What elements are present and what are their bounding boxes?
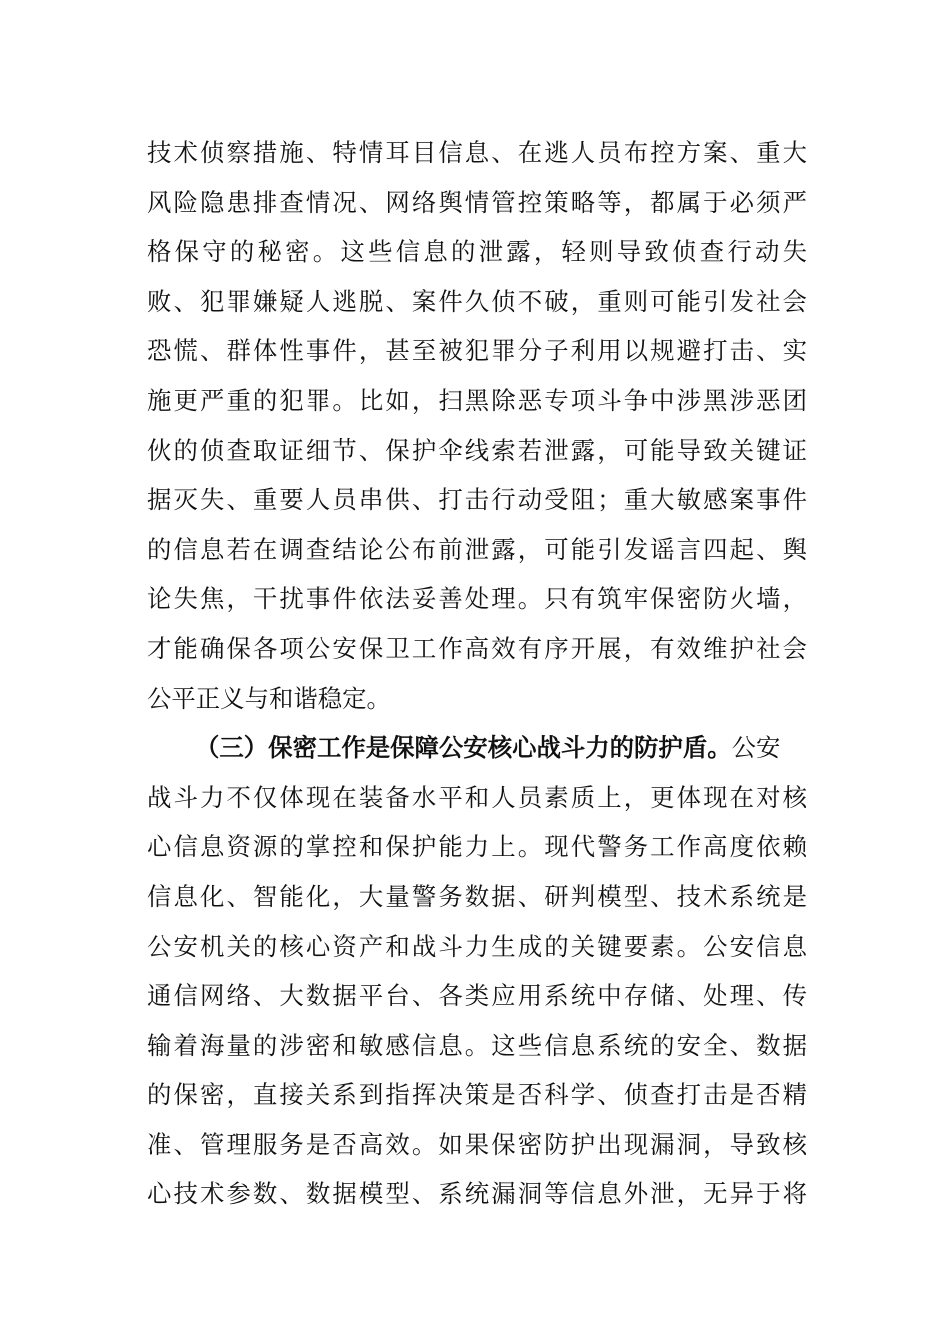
text-line: 风险隐患排查情况、网络舆情管控策略等，都属于必须严 xyxy=(147,187,807,217)
text-line: 战斗力不仅体现在装备水平和人员素质上，更体现在对核 xyxy=(147,782,807,812)
text-line: 公安机关的核心资产和战斗力生成的关键要素。公安信息 xyxy=(147,931,807,961)
text-line: 败、犯罪嫌疑人逃脱、案件久侦不破，重则可能引发社会 xyxy=(147,286,807,316)
section-heading-continuation: 公安 xyxy=(731,733,781,763)
text-line: 伙的侦查取证细节、保护伞线索若泄露，可能导致关键证 xyxy=(147,435,807,465)
text-line: 准、管理服务是否高效。如果保密防护出现漏洞，导致核 xyxy=(147,1129,807,1159)
document-body xyxy=(147,128,807,1219)
text-line: 据灭失、重要人员串供、打击行动受阻；重大敏感案事件 xyxy=(147,485,807,515)
text-line: 才能确保各项公安保卫工作高效有序开展，有效维护社会 xyxy=(147,633,807,663)
text-line: 的保密，直接关系到指挥决策是否科学、侦查打击是否精 xyxy=(147,1080,807,1110)
text-line: 格保守的秘密。这些信息的泄露，轻则导致侦查行动失 xyxy=(147,237,807,267)
section-heading: （三）保密工作是保障公安核心战斗力的防护盾。 xyxy=(195,733,732,763)
continued-paragraph xyxy=(147,128,807,723)
section-three-paragraph xyxy=(147,723,807,1219)
text-line: 通信网络、大数据平台、各类应用系统中存储、处理、传 xyxy=(147,981,807,1011)
text-line: 技术侦察措施、特情耳目信息、在逃人员布控方案、重大 xyxy=(147,138,807,167)
text-line: 恐慌、群体性事件，甚至被犯罪分子利用以规避打击、实 xyxy=(147,336,807,366)
text-line: 施更严重的犯罪。比如，扫黑除恶专项斗争中涉黑涉恶团 xyxy=(147,385,807,415)
text-line: 公平正义与和谐稳定。 xyxy=(147,683,391,713)
text-line: 输着海量的涉密和敏感信息。这些信息系统的安全、数据 xyxy=(147,1030,807,1060)
text-line: 心技术参数、数据模型、系统漏洞等信息外泄，无异于将 xyxy=(147,1179,807,1209)
section-heading-line xyxy=(147,723,807,773)
text-line: 论失焦，干扰事件依法妥善处理。只有筑牢保密防火墙， xyxy=(147,584,807,614)
text-line: 心信息资源的掌控和保护能力上。现代警务工作高度依赖 xyxy=(147,832,807,862)
text-line: 信息化、智能化，大量警务数据、研判模型、技术系统是 xyxy=(147,881,807,911)
text-line: 的信息若在调查结论公布前泄露，可能引发谣言四起、舆 xyxy=(147,534,807,564)
